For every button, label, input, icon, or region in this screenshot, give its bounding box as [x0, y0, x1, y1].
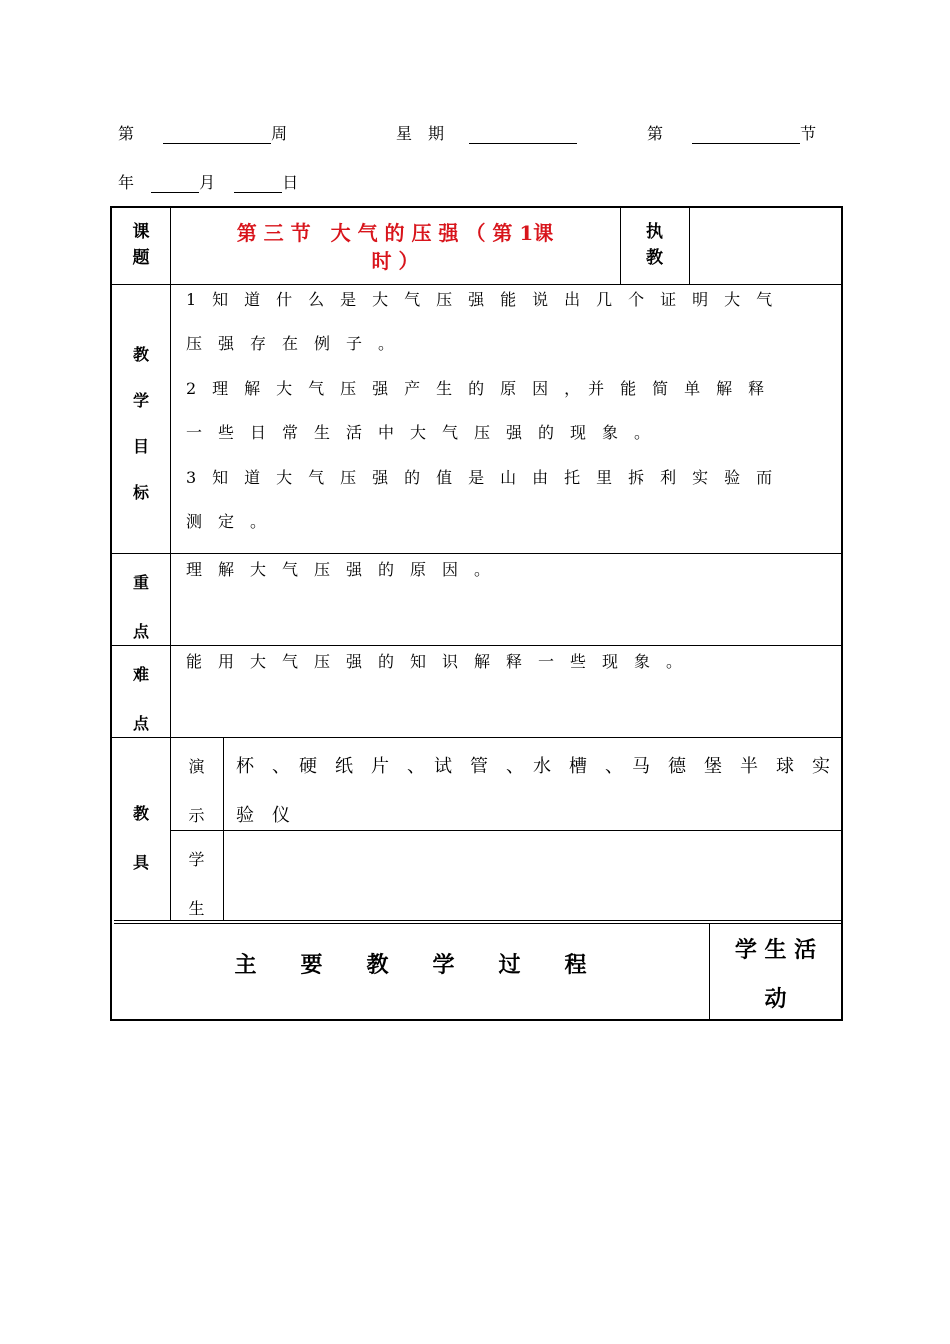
header-jie-label: 节: [800, 124, 817, 143]
demo-label: 演 示: [188, 757, 205, 825]
key-text: 理 解 大 气 压 强 的 原 因 。: [186, 560, 491, 579]
header-jie: [647, 121, 816, 144]
header-zhou-label: 周: [271, 124, 288, 143]
row-divider: [112, 737, 841, 738]
lesson-title-line2: 时 ）: [371, 249, 419, 273]
demo-text: 杯 、 硬 纸 片 、 试 管 、 水 槽 、 马 德 堡 半 球 实 验 仪: [236, 756, 830, 826]
difficulty-label: 难 点: [132, 665, 149, 733]
header-yue-label: 月: [199, 173, 216, 192]
goal-line: 一 些 日 常 生 活 中 大 气 压 强 的 现 象 。: [186, 423, 651, 442]
period-blank[interactable]: [692, 127, 800, 144]
week-blank[interactable]: [163, 127, 271, 144]
tools-label: 教 具: [132, 804, 149, 872]
header-xingqi-label: 星 期: [396, 124, 445, 143]
header-ri-label: 日: [282, 173, 299, 192]
goal-line: 1 知 道 什 么 是 大 气 压 强 能 说 出 几 个 证 明 大 气: [186, 290, 773, 309]
lesson-plan-table: [110, 206, 843, 1021]
student-tools-field[interactable]: [224, 831, 841, 920]
goal-line: 2 理 解 大 气 压 强 产 生 的 原 因 ， 并 能 简 单 解 释: [186, 379, 765, 398]
key-label: 重 点: [132, 573, 149, 641]
header-di-label: 第: [118, 124, 135, 143]
goal-line: 3 知 道 大 气 压 强 的 值 是 山 由 托 里 拆 利 实 验 而: [186, 468, 773, 487]
teacher-field[interactable]: [690, 208, 841, 284]
difficulty-text: 能 用 大 气 压 强 的 知 识 解 释 一 些 现 象 。: [186, 652, 683, 671]
month-blank[interactable]: [151, 176, 199, 193]
goals-text: [186, 284, 836, 551]
zhijiao-label: 执 教: [646, 222, 663, 268]
weekday-blank[interactable]: [469, 127, 577, 144]
row-divider: [112, 553, 841, 554]
row-divider: [114, 923, 841, 924]
header-xingqi: [396, 121, 577, 144]
lesson-title-line1: 第 三 节 大 气 的 压 强 （ 第 1课: [236, 221, 554, 245]
day-blank[interactable]: [234, 176, 282, 193]
header-line-date: [118, 170, 298, 193]
student-activity-label: 学 生 活 动: [734, 937, 817, 1012]
goal-line: 压 强 存 在 例 子 。: [186, 334, 395, 353]
goal-line: 测 定 。: [186, 512, 267, 531]
goals-label: 教 学 目 标: [132, 345, 149, 502]
header-di2-label: 第: [647, 124, 664, 143]
keti-label: 课 题: [132, 222, 150, 268]
header-nian-label: 年: [118, 173, 135, 192]
row-divider: [112, 645, 841, 646]
process-label: 主 要 教 学 过 程: [234, 952, 587, 978]
lesson-title: [170, 219, 620, 275]
student-tools-label: 学 生: [188, 850, 205, 918]
